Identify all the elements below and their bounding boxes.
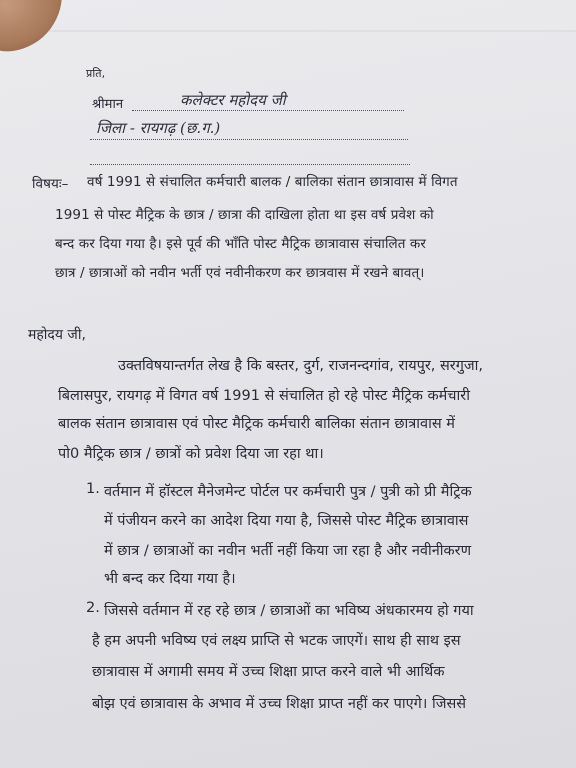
point-2-number: 2. (86, 600, 100, 616)
recipient-handwritten: कलेक्टर महोदय जी (180, 91, 286, 109)
point-2-line-3: छात्रावास में अगामी समय में उच्च शिक्षा प्राप्त करने वाले भी आर्थिक (92, 664, 445, 680)
subject-line-3: बन्द कर दिया गया है। इसे पूर्व की भाँति पोस्ट मैट्रिक छात्रावास संचालित कर (55, 236, 427, 252)
body-line-4: पो0 मैट्रिक छात्र / छात्रों को प्रवेश दिया जा रहा था। (58, 446, 324, 462)
subject-line-4: छात्र / छात्राओं को नवीन भर्ती एवं नवीनीकरण कर छात्रवास में रखने बावत्। (55, 265, 425, 281)
salutation: महोदय जी, (28, 327, 86, 343)
subject-line-2: 1991 से पोस्ट मैट्रिक के छात्र / छात्रा की दाखिला होता था इस वर्ष प्रवेश को (55, 207, 434, 223)
blank-dotted-line (90, 164, 410, 165)
body-line-3: बालक संतान छात्रावास एवं पोस्ट मैट्रिक कर्मचारी बालिका संतान छात्रावास में (58, 416, 455, 432)
paper-fold (0, 30, 576, 32)
point-1-line-1: वर्तमान में हॉस्टल मैनेजमेन्ट पोर्टल पर कर्मचारी पुत्र / पुत्री को प्री मैट्रिक (104, 484, 472, 500)
point-2-line-4: बोझ एवं छात्रावास के अभाव में उच्च शिक्षा प्राप्त नहीं कर पाएगे। जिससे (92, 696, 467, 712)
point-1-line-4: भी बन्द कर दिया गया है। (104, 571, 236, 587)
subject-label: विषयः– (32, 176, 69, 192)
point-2-line-2: है हम अपनी भविष्य एवं लक्ष्य प्राप्ति से भटक जाएगें। साथ ही साथ इस (92, 633, 461, 649)
point-1-line-3: में छात्र / छात्राओं का नवीन भर्ती नहीं किया जा रहा है और नवीनीकरण (104, 543, 472, 559)
recipient-dotted-line (132, 110, 404, 111)
body-line-1: उक्तविषयान्तर्गत लेख है कि बस्तर, दुर्ग, राजनन्दगांव, रायपुर, सरगुजा, (118, 358, 484, 374)
point-1-line-2: में पंजीयन करने का आदेश दिया गया है, जिससे पोस्ट मैट्रिक छात्रावास (104, 513, 469, 529)
district-handwritten: जिला - रायगढ़ (छ.ग.) (96, 119, 221, 137)
district-dotted-line (90, 139, 408, 140)
thumb-photo-edge (0, 0, 69, 56)
shriman-label: श्रीमान (92, 97, 124, 112)
subject-line-1: वर्ष 1991 से संचालित कर्मचारी बालक / बालिका संतान छात्रावास में विगत (87, 174, 458, 190)
prati-label: प्रति, (86, 67, 106, 80)
body-line-2: बिलासपुर, रायगढ़ में विगत वर्ष 1991 से संचालित हो रहे पोस्ट मैट्रिक कर्मचारी (58, 388, 470, 404)
point-1-number: 1. (86, 481, 100, 497)
point-2-line-1: जिससे वर्तमान में रह रहे छात्र / छात्राओं का भविष्य अंधकारमय हो गया (104, 603, 474, 619)
